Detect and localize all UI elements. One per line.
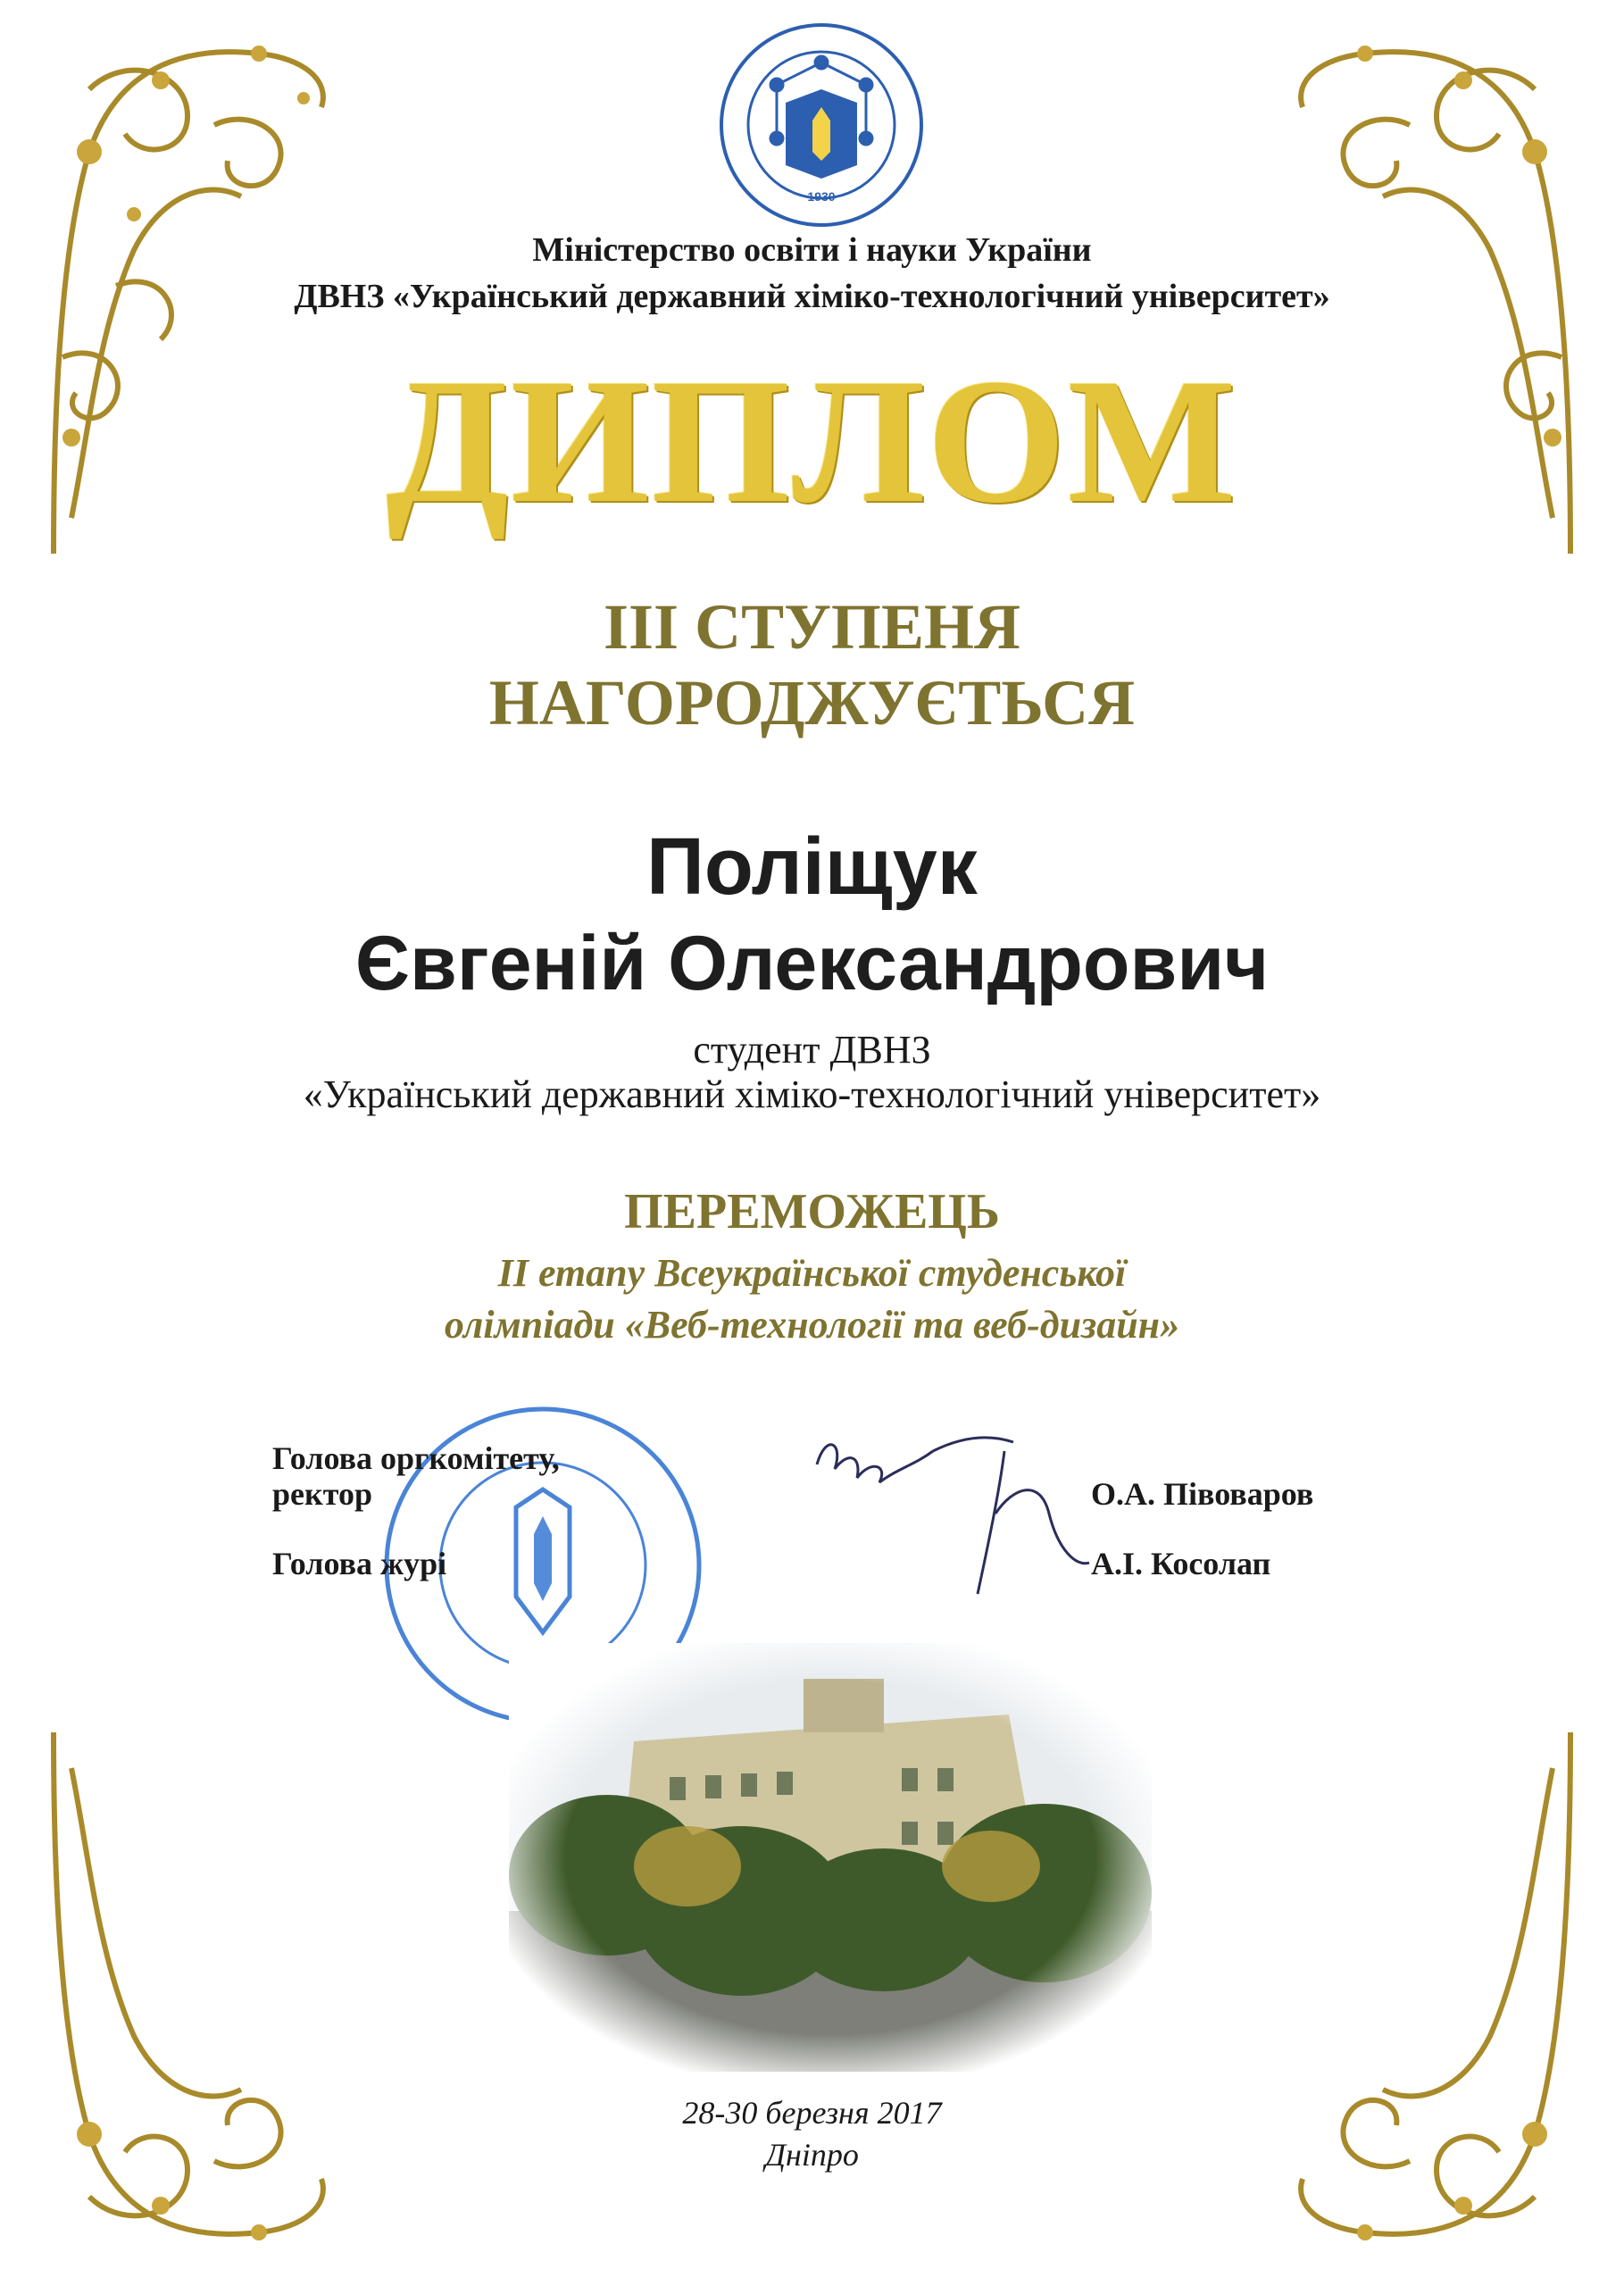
olympiad-stage: ІІ етапу Всеукраїнської студенської bbox=[497, 1251, 1127, 1295]
event-city: Дніпро bbox=[765, 2137, 859, 2173]
recipient-university: «Український державний хіміко-технологічний університет» bbox=[303, 1072, 1321, 1116]
winner-heading: ПЕРЕМОЖЕЦЬ bbox=[624, 1184, 1000, 1239]
ornament-corner-bottom-left bbox=[36, 1714, 357, 2268]
logo-year: 1930 bbox=[807, 189, 836, 204]
signatory-label-jury: Голова журі bbox=[272, 1546, 447, 1581]
university-logo bbox=[714, 18, 929, 232]
recipient-given-names: Євгеній Олександрович bbox=[354, 921, 1270, 1006]
signatory-name-jury: А.І. Косолап bbox=[1091, 1546, 1271, 1581]
signatory-label-committee: Голова оргкомітету, bbox=[272, 1440, 560, 1476]
diploma-title: ДИПЛОМ bbox=[386, 343, 1238, 540]
degree-line: ІІІ СТУПЕНЯ bbox=[604, 591, 1020, 663]
olympiad-title: олімпіади «Веб-технології та веб-дизайн» bbox=[444, 1303, 1180, 1347]
recipient-status: студент ДВНЗ bbox=[693, 1028, 931, 1072]
signatory-name-rector: О.А. Півоваров bbox=[1091, 1476, 1314, 1512]
recipient-surname: Поліщук bbox=[646, 822, 978, 912]
university-line: ДВНЗ «Український державний хіміко-технологічний університет» bbox=[294, 278, 1330, 315]
ministry-line: Міністерство освіти і науки України bbox=[532, 231, 1092, 269]
event-date: 28-30 березня 2017 bbox=[682, 2095, 942, 2131]
ornament-corner-bottom-right bbox=[1267, 1714, 1588, 2268]
signatory-label-rector: ректор bbox=[272, 1476, 372, 1512]
handwritten-signatures bbox=[808, 1415, 1094, 1621]
awarded-line: НАГОРОДЖУЄТЬСЯ bbox=[488, 666, 1136, 738]
degree-block bbox=[0, 589, 1624, 741]
university-building-image bbox=[509, 1643, 1152, 2072]
